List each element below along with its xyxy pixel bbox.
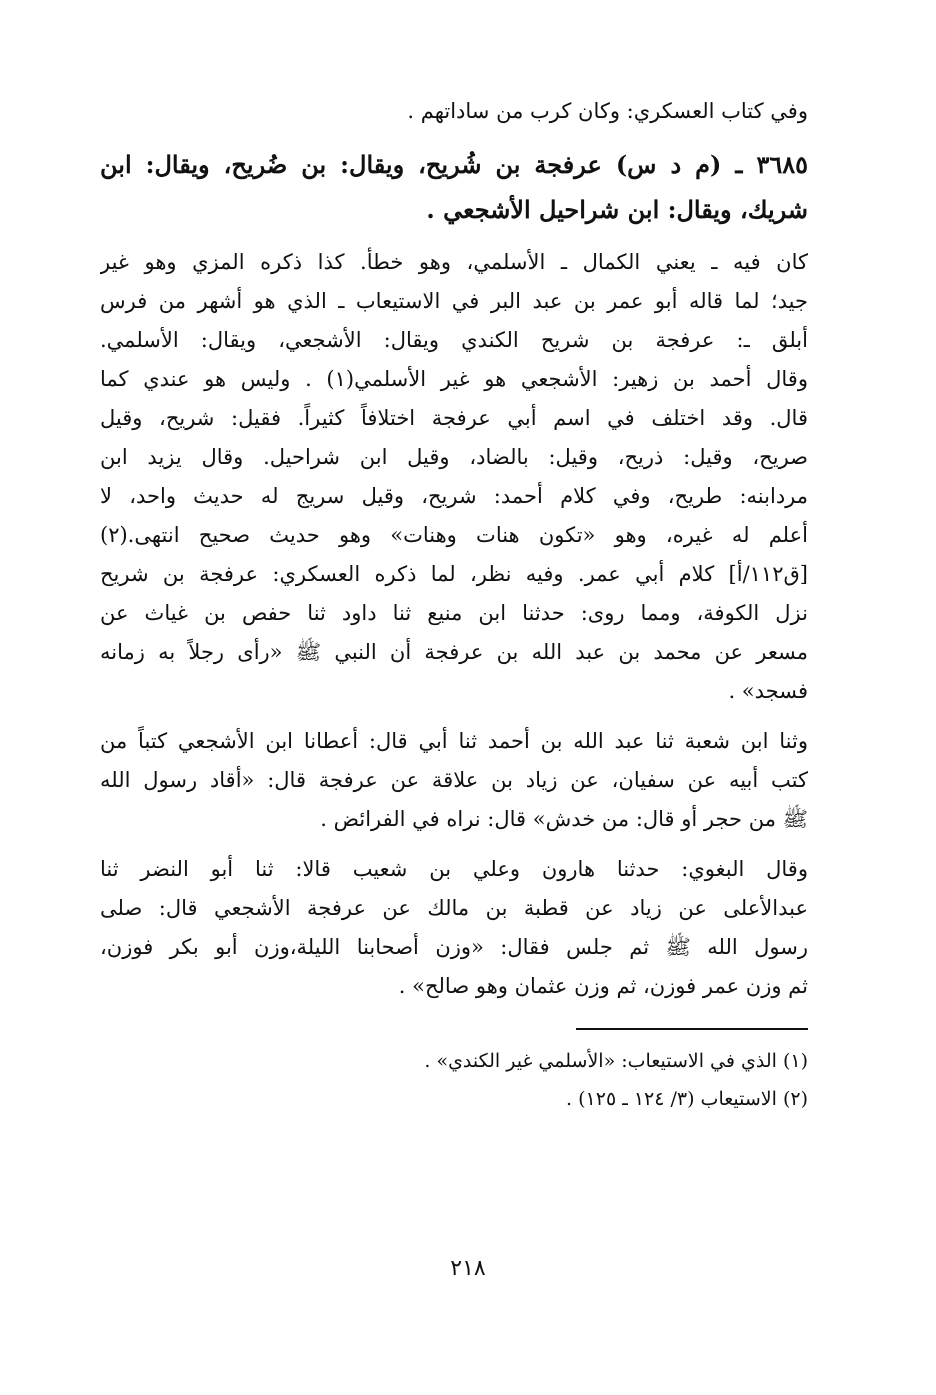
text-line: أعلم له غيره، وهو «تكون هنات وهنات» وهو حديث صحيح انتهى.(٢) — [100, 523, 808, 547]
paragraph-2 — [100, 722, 808, 839]
text-line: فسجد» . — [728, 679, 808, 703]
footnote: (١) الذي في الاستيعاب: «الأسلمي غير الكندي» . — [424, 1050, 808, 1072]
footnote: (٢) الاستيعاب (٣/ ١٢٤ ـ ١٢٥) . — [566, 1088, 808, 1110]
paragraph-3 — [100, 850, 808, 1006]
text-line: مردابنه: طريح، وفي كلام أحمد: شريح، وقيل سريج له حديث واحد، لا — [100, 484, 808, 508]
text-line: قال. وقد اختلف في اسم أبي عرفجة اختلافاً كثيراً. فقيل: شريح، وقيل — [100, 406, 808, 430]
text-line: نزل الكوفة، ومما روى: حدثنا ابن منيع ثنا داود ثنا حفص بن غياث عن — [100, 601, 808, 625]
footnote-divider — [576, 1028, 808, 1030]
text-line: رسول الله ﷺ ثم جلس فقال: «وزن أصحابنا الليلة،وزن أبو بكر فوزن، — [100, 935, 808, 959]
footnotes — [100, 1042, 808, 1118]
entry-heading — [100, 142, 808, 232]
text-line: وثنا ابن شعبة ثنا عبد الله بن أحمد ثنا أبي قال: أعطانا ابن الأشجعي كتباً من — [100, 729, 808, 753]
text-line: ﷺ من حجر أو قال: من خدش» قال: نراه في الفرائض . — [320, 807, 808, 831]
text-line: صريح، وقيل: ذريح، وقيل: بالضاد، وقيل ابن شراحيل. وقال يزيد ابن — [100, 445, 808, 469]
text-line: وقال البغوي: حدثنا هارون وعلي بن شعيب قالا: ثنا أبو النضر ثنا — [100, 857, 808, 881]
heading-line: ٣٦٨٥ ـ (م د س) عرفجة بن شُريح، ويقال: بن ضُريح، ويقال: ابن — [100, 150, 808, 179]
text-line: مسعر عن محمد بن عبد الله بن عرفجة أن النبي ﷺ «رأى رجلاً به زمانه — [100, 640, 808, 664]
page-body — [100, 92, 808, 1118]
text-line: عبدالأعلى عن زياد عن قطبة بن مالك عن عرفجة الأشجعي قال: صلى — [100, 896, 808, 920]
text-line: [ق١١٢/أ] كلام أبي عمر. وفيه نظر، لما ذكره العسكري: عرفجة بن شريح — [100, 562, 808, 586]
text-line: ثم وزن عمر فوزن، ثم وزن عثمان وهو صالح» . — [398, 974, 808, 998]
text-line: كتب أبيه عن سفيان، عن زياد بن علاقة عن عرفجة قال: «أقاد رسول الله — [100, 768, 808, 792]
intro-line: وفي كتاب العسكري: وكان كرب من ساداتهم . — [407, 99, 808, 123]
text-line: وقال أحمد بن زهير: الأشجعي هو غير الأسلمي(١) . وليس هو عندي كما — [100, 367, 808, 391]
paragraph-1 — [100, 243, 808, 711]
heading-line: شريك، ويقال: ابن شراحيل الأشجعي . — [426, 195, 808, 224]
text-line: أبلق ـ: عرفجة بن شريح الكندي ويقال: الأشجعي، ويقال: الأسلمي. — [100, 328, 808, 352]
page-number: ٢١٨ — [450, 1256, 486, 1281]
text-line: كان فيه ـ يعني الكمال ـ الأسلمي، وهو خطأ. كذا ذكره المزي وهو غير — [100, 250, 808, 274]
intro-block — [100, 92, 808, 131]
text-line: جيد؛ لما قاله أبو عمر بن عبد البر في الاستيعاب ـ الذي هو أشهر من فرس — [100, 289, 808, 313]
